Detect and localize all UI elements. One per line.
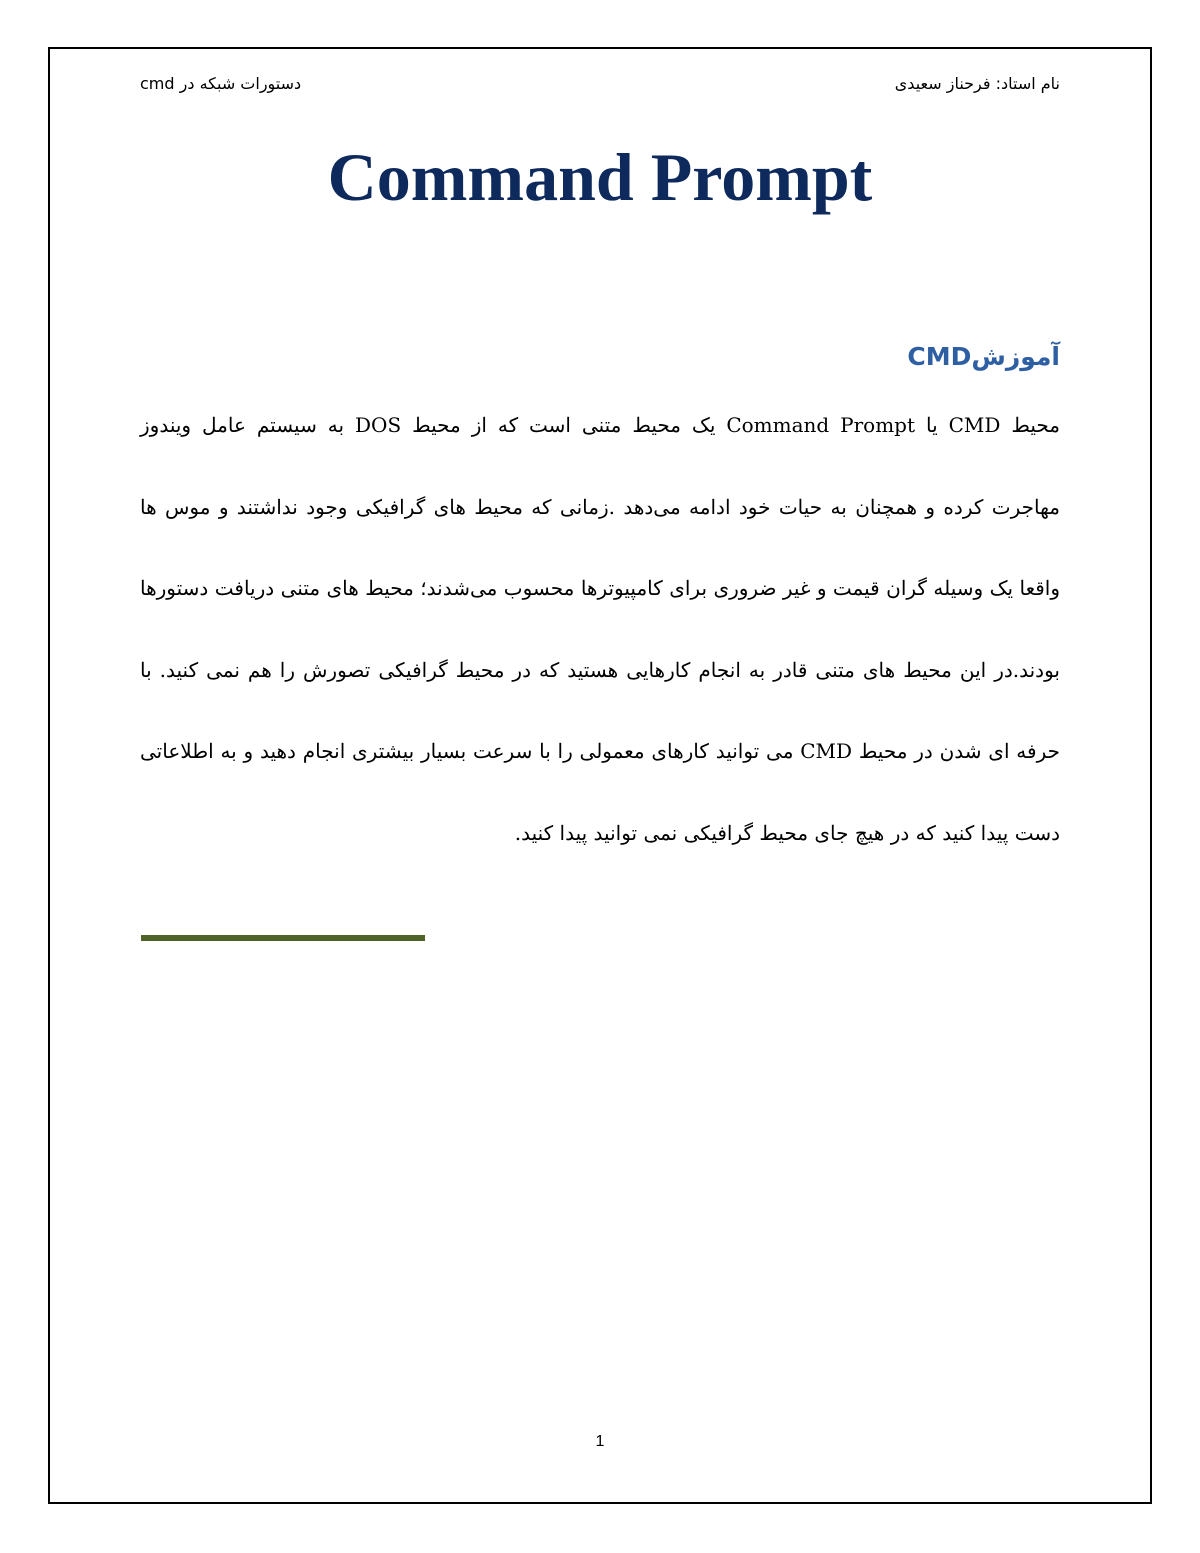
document-title: Command Prompt	[327, 139, 873, 215]
header-instructor-name: نام استاد: فرحناز سعیدی	[894, 74, 1060, 93]
decorative-divider	[141, 935, 425, 941]
page-number: 1	[595, 1433, 605, 1450]
section-body-paragraph: محیط CMD یا Command Prompt یک محیط متنی است که از محیط DOS به سیستم عامل ویندوز مهاجرت کرده و همچنان به حیات خود ادامه می‌دهد .زمانی که محیط های گرافیکی وجود نداشتند و موس ها واقعا یک وسیله گران قیمت و غیر ضروری برای کامپیوترها محسوب می‌شدند؛ محیط های متنی دریافت دستورها بودند.در این محیط های متنی قادر به انجام کارهایی هستید که در محیط گرافیکی تصورش را هم نمی کنید. با حرفه ای شدن در محیط CMD می توانید کارهای معمولی را با سرعت بسیار بیشتری انجام دهید و به اطلاعاتی دست پیدا کنید که در هیچ جای محیط گرافیکی نمی توانید پیدا کنید.	[140, 413, 1061, 845]
section-heading: آموزشCMD	[907, 342, 1060, 371]
header-document-topic: دستورات شبکه در cmd	[140, 74, 302, 93]
